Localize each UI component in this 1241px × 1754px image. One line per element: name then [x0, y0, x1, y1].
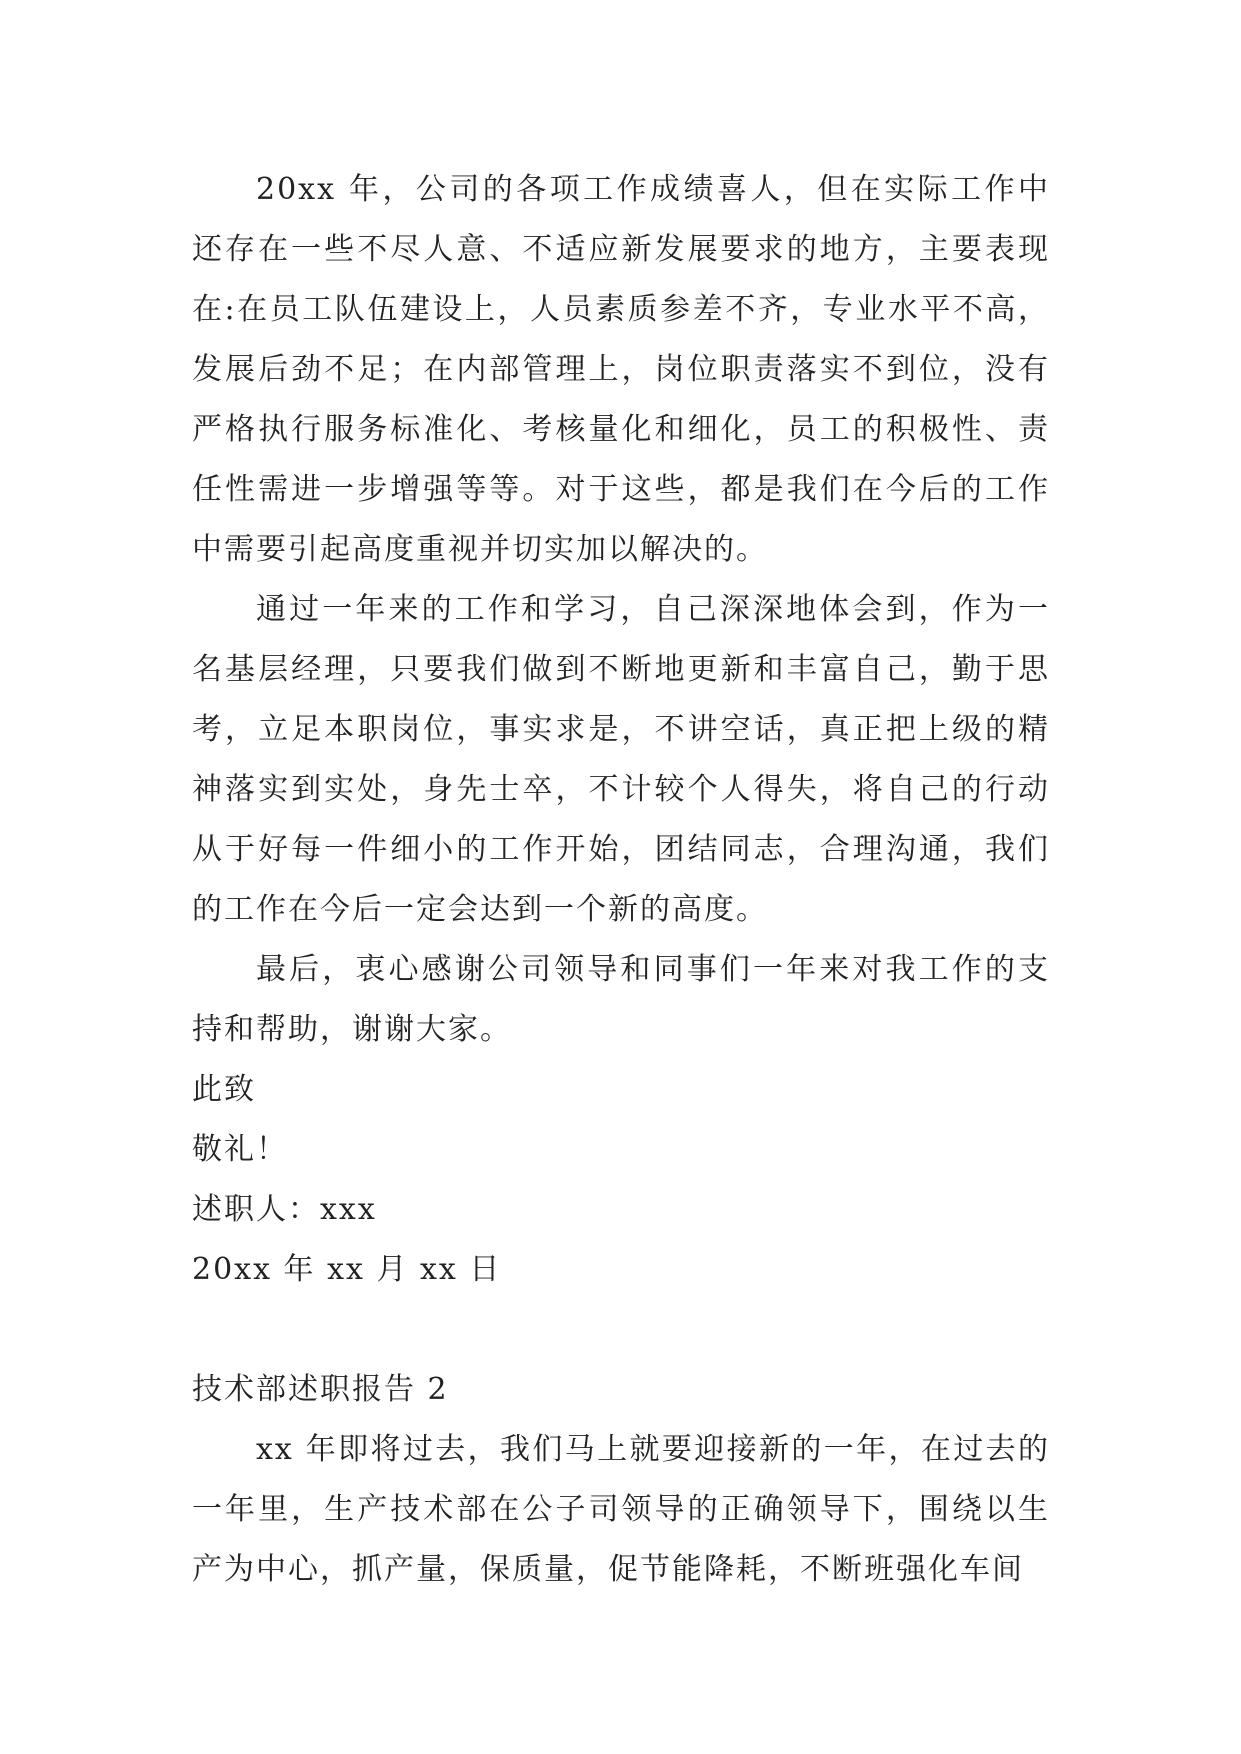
closing-phrase: 此致	[192, 1072, 256, 1107]
section-title: 技术部述职报告 2	[192, 1372, 449, 1407]
blank-line	[192, 1300, 1050, 1360]
document-body	[192, 160, 1050, 1600]
date-line: 20xx 年 xx 月 xx 日	[192, 1252, 502, 1287]
salutation: 敬礼！	[192, 1132, 288, 1167]
paragraph-thanks: 最后，衷心感谢公司领导和同事们一年来对我工作的支持和帮助，谢谢大家。	[192, 952, 1050, 1047]
paragraph-work-issues: 20xx 年，公司的各项工作成绩喜人，但在实际工作中还存在一些不尽人意、不适应新发展要求的地方，主要表现在:在员工队伍建设上，人员素质参差不齐，专业水平不高，发展后劲不足；在内部管理上，岗位职责落实不到位，没有严格执行服务标准化、考核量化和细化，员工的积极性、责任性需进一步增强等等。对于这些，都是我们在今后的工作中需要引起高度重视并切实加以解决的。	[192, 172, 1050, 567]
signer-line: 述职人：xxx	[192, 1192, 377, 1227]
paragraph-reflection: 通过一年来的工作和学习，自己深深地体会到，作为一名基层经理，只要我们做到不断地更新和丰富自己，勤于思考，立足本职岗位，事实求是，不讲空话，真正把上级的精神落实到实处，身先士卒，不计较个人得失，将自己的行动从于好每一件细小的工作开始，团结同志，合理沟通，我们的工作在今后一定会达到一个新的高度。	[192, 592, 1050, 927]
paragraph-section2-intro: xx 年即将过去，我们马上就要迎接新的一年，在过去的一年里，生产技术部在公子司领导的正确领导下，围绕以生产为中心，抓产量，保质量，促节能降耗，不断班强化车间	[192, 1432, 1050, 1587]
